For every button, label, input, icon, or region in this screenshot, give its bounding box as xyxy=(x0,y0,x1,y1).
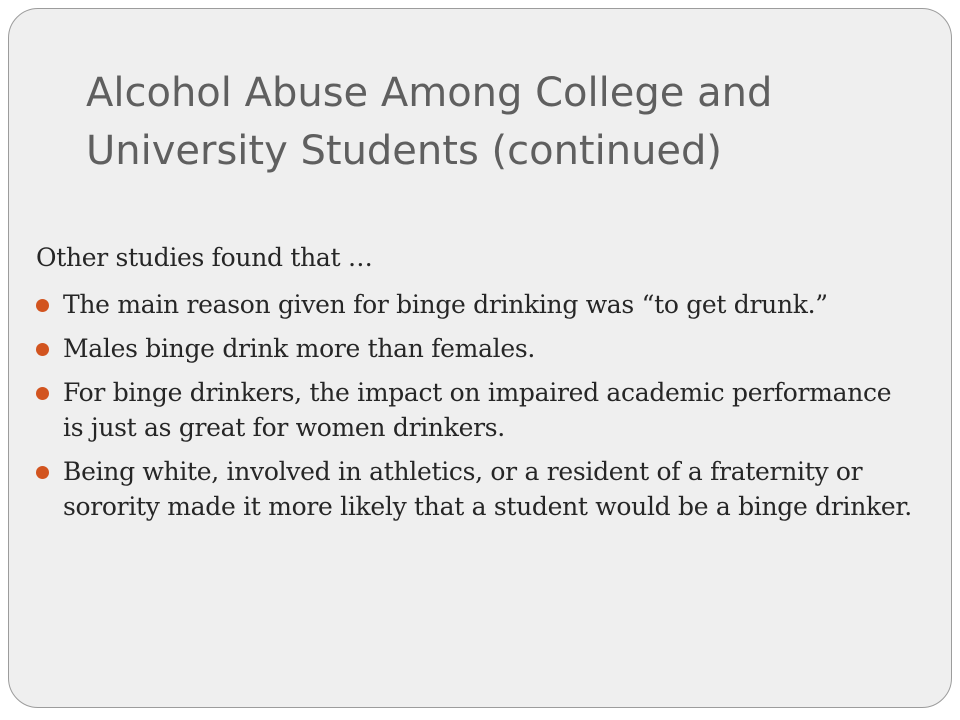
bullet-item xyxy=(36,454,916,524)
slide-title: Alcohol Abuse Among College and University Students (continued) xyxy=(86,70,773,174)
intro-text: Other studies found that … xyxy=(36,243,373,272)
bullet-text: The main reason given for binge drinking was “to get drunk.” xyxy=(63,290,828,319)
bullet-item xyxy=(36,331,916,366)
bullet-item xyxy=(36,287,916,322)
bullet-text: Males binge drink more than females. xyxy=(63,334,536,363)
bullet-dot-icon xyxy=(36,466,49,479)
bullet-text: For binge drinkers, the impact on impaired academic performance is just as great for women drinkers. xyxy=(63,378,892,442)
bullet-dot-icon xyxy=(36,343,49,356)
bullet-text: Being white, involved in athletics, or a resident of a fraternity or sorority made it more likely that a student would be a binge drinker. xyxy=(63,457,912,521)
bullet-dot-icon xyxy=(36,299,49,312)
bullet-dot-icon xyxy=(36,387,49,400)
slide-body xyxy=(36,240,916,533)
bullet-item xyxy=(36,375,916,445)
bullet-list xyxy=(36,287,916,524)
